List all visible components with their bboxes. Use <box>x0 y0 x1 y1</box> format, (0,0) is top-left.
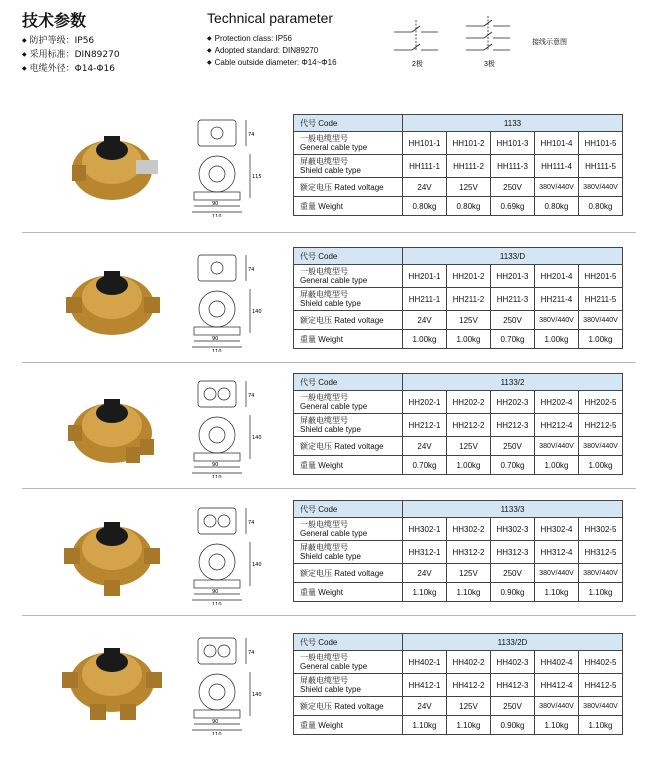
cell-shield: HH211-1 <box>403 288 447 311</box>
cell-weight: 0.70kg <box>491 456 535 475</box>
cell-weight: 1.10kg <box>447 583 491 602</box>
product-code: 1133/2D <box>403 634 623 651</box>
cn-spec-protection: ◆ 防护等级：IP56 <box>22 34 120 48</box>
en-spec-diameter: ◆ Cable outside diameter: Φ14~Φ16 <box>207 57 337 69</box>
dimension-drawing-1133-d <box>190 247 270 352</box>
cell-voltage: 380V/440V <box>579 311 623 330</box>
row-label-weight: 重量 Weight <box>294 583 403 602</box>
row-label-voltage: 额定电压 Rated voltage <box>294 564 403 583</box>
cell-general: HH402-5 <box>579 651 623 674</box>
cell-general: HH302-3 <box>491 518 535 541</box>
cn-spec-diameter: ◆ 电缆外径：Φ14-Φ16 <box>22 62 120 76</box>
cell-general: HH202-4 <box>535 391 579 414</box>
dimension-drawing-1133-2d <box>190 630 270 735</box>
section-separator <box>22 615 636 616</box>
product-code: 1133/2 <box>403 374 623 391</box>
cell-general: HH101-3 <box>491 132 535 155</box>
cell-shield: HH412-2 <box>447 674 491 697</box>
cell-weight: 0.90kg <box>491 716 535 735</box>
product-photo-1133-2 <box>52 375 172 475</box>
cell-weight: 1.00kg <box>403 330 447 349</box>
spec-table-1133 <box>293 114 623 216</box>
cell-voltage: 250V <box>491 564 535 583</box>
row-label-general: 一般电缆型号 General cable type <box>294 391 403 414</box>
row-label-code: 代号 Code <box>294 115 403 132</box>
row-label-voltage: 额定电压 Rated voltage <box>294 178 403 197</box>
en-spec-standard: ◆ Adopted standard: DIN89270 <box>207 45 337 57</box>
row-label-general: 一般电缆型号 General cable type <box>294 518 403 541</box>
cell-voltage: 24V <box>403 437 447 456</box>
cell-weight: 0.90kg <box>491 583 535 602</box>
cell-shield: HH111-3 <box>491 155 535 178</box>
cn-title: 技术参数 <box>22 11 87 30</box>
cell-voltage: 380V/440V <box>579 564 623 583</box>
section-separator <box>22 362 636 363</box>
row-label-general: 一般电缆型号 General cable type <box>294 651 403 674</box>
row-label-general: 一般电缆型号 General cable type <box>294 132 403 155</box>
cell-general: HH302-2 <box>447 518 491 541</box>
cell-general: HH302-5 <box>579 518 623 541</box>
cell-voltage: 380V/440V <box>535 178 579 197</box>
cn-spec-standard: ◆ 采用标准：DIN89270 <box>22 48 120 62</box>
cell-shield: HH212-4 <box>535 414 579 437</box>
cell-voltage: 380V/440V <box>535 564 579 583</box>
dimension-drawing-1133-3 <box>190 500 270 605</box>
product-photo-1133 <box>52 110 172 210</box>
dim-width-outer: 110 <box>212 349 222 352</box>
cell-weight: 1.00kg <box>535 456 579 475</box>
product-code: 1133 <box>403 115 623 132</box>
en-title: Technical parameter <box>207 10 334 26</box>
cell-general: HH402-1 <box>403 651 447 674</box>
cell-voltage: 380V/440V <box>579 697 623 716</box>
dim-width-outer: 110 <box>212 214 222 217</box>
cell-general: HH402-2 <box>447 651 491 674</box>
cell-general: HH202-5 <box>579 391 623 414</box>
cell-voltage: 24V <box>403 178 447 197</box>
product-photo-1133-3 <box>52 500 172 600</box>
dim-height-body: 140 <box>252 562 262 568</box>
section-separator <box>22 232 636 233</box>
cell-shield: HH312-2 <box>447 541 491 564</box>
cell-general: HH101-5 <box>579 132 623 155</box>
cell-shield: HH111-1 <box>403 155 447 178</box>
row-label-weight: 重量 Weight <box>294 330 403 349</box>
cell-general: HH402-3 <box>491 651 535 674</box>
cell-weight: 1.00kg <box>579 456 623 475</box>
row-label-voltage: 额定电压 Rated voltage <box>294 437 403 456</box>
spec-table-1133-2d <box>293 633 623 735</box>
row-label-voltage: 额定电压 Rated voltage <box>294 311 403 330</box>
cell-shield: HH412-5 <box>579 674 623 697</box>
row-label-code: 代号 Code <box>294 374 403 391</box>
section-separator <box>22 488 636 489</box>
cell-shield: HH412-3 <box>491 674 535 697</box>
dim-width-inner: 90 <box>212 201 219 207</box>
row-label-shield: 屏蔽电缆型号 Shield cable type <box>294 155 403 178</box>
cell-general: HH201-2 <box>447 265 491 288</box>
wiring-3pole-label: 3极 <box>484 61 495 68</box>
cell-weight: 0.70kg <box>403 456 447 475</box>
cell-shield: HH312-3 <box>491 541 535 564</box>
cell-shield: HH312-1 <box>403 541 447 564</box>
row-label-code: 代号 Code <box>294 634 403 651</box>
cell-general: HH202-1 <box>403 391 447 414</box>
cell-shield: HH111-4 <box>535 155 579 178</box>
spec-table-1133-d <box>293 247 623 349</box>
row-label-shield: 屏蔽电缆型号 Shield cable type <box>294 414 403 437</box>
cell-shield: HH212-3 <box>491 414 535 437</box>
dim-height-top: 74 <box>248 520 255 526</box>
cell-weight: 0.70kg <box>491 330 535 349</box>
row-label-general: 一般电缆型号 General cable type <box>294 265 403 288</box>
cell-voltage: 125V <box>447 564 491 583</box>
wiring-diagram <box>390 14 600 74</box>
product-photo-1133-2d <box>52 628 172 728</box>
cell-voltage: 380V/440V <box>535 437 579 456</box>
cell-voltage: 380V/440V <box>579 178 623 197</box>
row-label-shield: 屏蔽电缆型号 Shield cable type <box>294 288 403 311</box>
dim-width-inner: 90 <box>212 719 219 725</box>
dim-height-top: 74 <box>248 132 255 138</box>
cell-general: HH201-5 <box>579 265 623 288</box>
product-code: 1133/D <box>403 248 623 265</box>
cell-weight: 0.80kg <box>535 197 579 216</box>
wiring-caption: 接线示意图 <box>532 39 567 46</box>
cell-shield: HH212-5 <box>579 414 623 437</box>
dimension-drawing-1133-2 <box>190 373 270 478</box>
cell-general: HH101-1 <box>403 132 447 155</box>
row-label-weight: 重量 Weight <box>294 456 403 475</box>
cell-voltage: 380V/440V <box>579 437 623 456</box>
cell-shield: HH212-1 <box>403 414 447 437</box>
cell-shield: HH111-2 <box>447 155 491 178</box>
en-spec-list <box>207 33 337 69</box>
cell-shield: HH211-2 <box>447 288 491 311</box>
cell-weight: 0.69kg <box>491 197 535 216</box>
dimension-drawing-1133 <box>190 112 270 217</box>
cell-weight: 1.10kg <box>447 716 491 735</box>
cell-voltage: 250V <box>491 311 535 330</box>
cell-weight: 1.00kg <box>535 330 579 349</box>
cell-shield: HH312-4 <box>535 541 579 564</box>
row-label-shield: 屏蔽电缆型号 Shield cable type <box>294 541 403 564</box>
cell-voltage: 125V <box>447 697 491 716</box>
wiring-2pole-label: 2极 <box>412 61 423 68</box>
cell-weight: 0.80kg <box>579 197 623 216</box>
cell-shield: HH212-2 <box>447 414 491 437</box>
cell-general: HH202-2 <box>447 391 491 414</box>
cell-weight: 0.80kg <box>403 197 447 216</box>
cell-weight: 1.10kg <box>535 583 579 602</box>
dim-height-top: 74 <box>248 650 255 656</box>
dim-width-inner: 90 <box>212 589 219 595</box>
cell-weight: 1.10kg <box>403 583 447 602</box>
dim-height-top: 74 <box>248 267 255 273</box>
row-label-voltage: 额定电压 Rated voltage <box>294 697 403 716</box>
dim-height-top: 74 <box>248 393 255 399</box>
dim-height-body: 140 <box>252 309 262 315</box>
wiring-2pole-symbol <box>394 20 438 50</box>
cell-voltage: 125V <box>447 311 491 330</box>
cell-voltage: 380V/440V <box>535 697 579 716</box>
cell-voltage: 125V <box>447 437 491 456</box>
cell-voltage: 250V <box>491 697 535 716</box>
cell-general: HH402-4 <box>535 651 579 674</box>
cell-voltage: 250V <box>491 437 535 456</box>
cell-voltage: 24V <box>403 311 447 330</box>
cell-weight: 1.10kg <box>579 716 623 735</box>
cell-general: HH201-3 <box>491 265 535 288</box>
cell-general: HH201-1 <box>403 265 447 288</box>
cell-general: HH202-3 <box>491 391 535 414</box>
dim-width-outer: 110 <box>212 602 222 605</box>
cell-voltage: 380V/440V <box>535 311 579 330</box>
cell-shield: HH211-5 <box>579 288 623 311</box>
cell-voltage: 24V <box>403 697 447 716</box>
wiring-3pole-symbol <box>466 16 510 50</box>
cell-weight: 1.00kg <box>447 456 491 475</box>
cell-shield: HH412-4 <box>535 674 579 697</box>
cell-shield: HH211-4 <box>535 288 579 311</box>
cn-spec-list <box>22 34 120 76</box>
row-label-shield: 屏蔽电缆型号 Shield cable type <box>294 674 403 697</box>
cell-shield: HH412-1 <box>403 674 447 697</box>
dim-height-body: 140 <box>252 692 262 698</box>
cell-weight: 1.10kg <box>579 583 623 602</box>
cell-general: HH302-4 <box>535 518 579 541</box>
cell-voltage: 125V <box>447 178 491 197</box>
dim-height-body: 115 <box>252 174 262 180</box>
dim-width-inner: 90 <box>212 462 219 468</box>
cell-weight: 1.10kg <box>403 716 447 735</box>
row-label-weight: 重量 Weight <box>294 197 403 216</box>
product-photo-1133-d <box>52 245 172 345</box>
cell-weight: 1.10kg <box>535 716 579 735</box>
row-label-code: 代号 Code <box>294 248 403 265</box>
cell-shield: HH111-5 <box>579 155 623 178</box>
spec-table-1133-2 <box>293 373 623 475</box>
row-label-code: 代号 Code <box>294 501 403 518</box>
dim-width-inner: 90 <box>212 336 219 342</box>
row-label-weight: 重量 Weight <box>294 716 403 735</box>
cell-weight: 0.80kg <box>447 197 491 216</box>
cell-general: HH101-2 <box>447 132 491 155</box>
dim-height-body: 140 <box>252 435 262 441</box>
cell-general: HH302-1 <box>403 518 447 541</box>
cell-weight: 1.00kg <box>579 330 623 349</box>
cell-general: HH201-4 <box>535 265 579 288</box>
cell-voltage: 24V <box>403 564 447 583</box>
cell-weight: 1.00kg <box>447 330 491 349</box>
dim-width-outer: 110 <box>212 475 222 478</box>
cell-general: HH101-4 <box>535 132 579 155</box>
dim-width-outer: 110 <box>212 732 222 735</box>
product-code: 1133/3 <box>403 501 623 518</box>
en-spec-protection: ◆ Protection class: IP56 <box>207 33 337 45</box>
cell-shield: HH312-5 <box>579 541 623 564</box>
cell-shield: HH211-3 <box>491 288 535 311</box>
spec-table-1133-3 <box>293 500 623 602</box>
cell-voltage: 250V <box>491 178 535 197</box>
